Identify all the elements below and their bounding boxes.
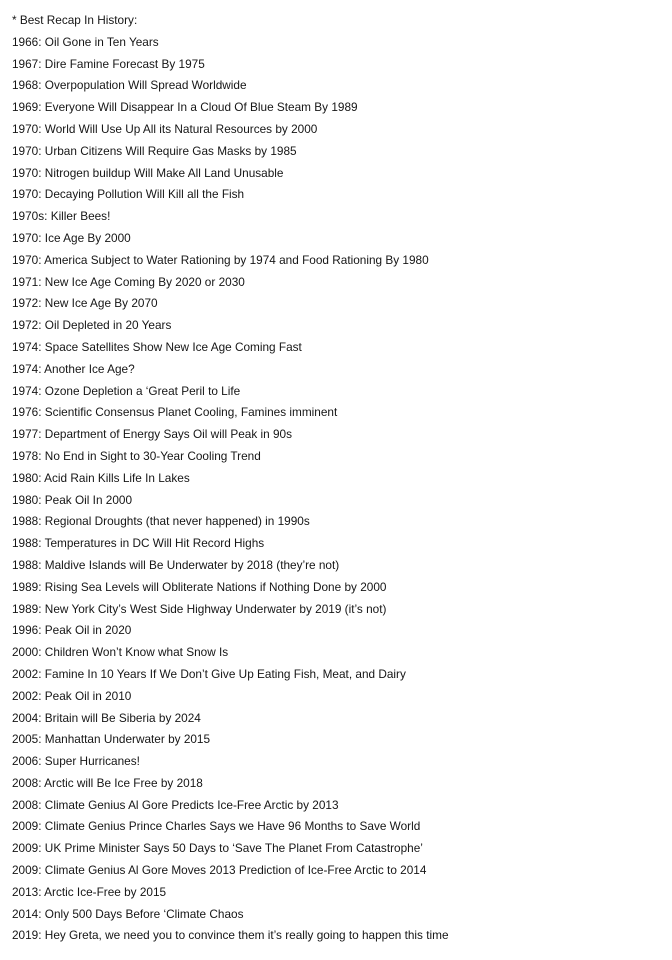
list-item: 1974: Another Ice Age? bbox=[12, 361, 135, 376]
list-item: 1972: Oil Depleted in 20 Years bbox=[12, 318, 172, 333]
list-item: 1988: Maldive Islands will Be Underwater by 2018 (they’re not) bbox=[12, 557, 340, 572]
list-item: 1989: Rising Sea Levels will Obliterate Nations if Nothing Done by 2000 bbox=[12, 579, 387, 594]
list-item: 1980: Peak Oil In 2000 bbox=[12, 492, 133, 507]
recap-list bbox=[12, 32, 672, 947]
list-item: 1970: America Subject to Water Rationing by 1974 and Food Rationing By 1980 bbox=[12, 252, 429, 267]
list-item: 2000: Children Won’t Know what Snow Is bbox=[12, 645, 229, 660]
list-item: 1989: New York City’s West Side Highway Underwater by 2019 (it’s not) bbox=[12, 601, 387, 616]
list-item: 1966: Oil Gone in Ten Years bbox=[12, 34, 159, 49]
list-item: 1970: Urban Citizens Will Require Gas Masks by 1985 bbox=[12, 143, 297, 158]
list-item: 1996: Peak Oil in 2020 bbox=[12, 623, 132, 638]
list-item: 2009: Climate Genius Prince Charles Says we Have 96 Months to Save World bbox=[12, 819, 421, 834]
list-item: 2004: Britain will Be Siberia by 2024 bbox=[12, 710, 201, 725]
list-item: 1970: World Will Use Up All its Natural Resources by 2000 bbox=[12, 121, 318, 136]
list-item: 1974: Ozone Depletion a ‘Great Peril to Life bbox=[12, 383, 241, 398]
list-item: 1972: New Ice Age By 2070 bbox=[12, 296, 158, 311]
list-item: 1970: Ice Age By 2000 bbox=[12, 230, 131, 245]
list-item: 1980: Acid Rain Kills Life In Lakes bbox=[12, 470, 190, 485]
list-item: 2014: Only 500 Days Before ‘Climate Chaos bbox=[12, 906, 244, 921]
list-item: 1988: Temperatures in DC Will Hit Record Highs bbox=[12, 536, 265, 551]
list-item: 2008: Climate Genius Al Gore Predicts Ice-Free Arctic by 2013 bbox=[12, 797, 339, 812]
list-item: 1969: Everyone Will Disappear In a Cloud Of Blue Steam By 1989 bbox=[12, 100, 358, 115]
list-item: 1970: Decaying Pollution Will Kill all the Fish bbox=[12, 187, 245, 202]
list-item: 1978: No End in Sight to 30-Year Cooling Trend bbox=[12, 448, 261, 463]
list-item: 1967: Dire Famine Forecast By 1975 bbox=[12, 56, 205, 71]
list-item: 2013: Arctic Ice-Free by 2015 bbox=[12, 884, 167, 899]
list-item: 2009: Climate Genius Al Gore Moves 2013 Prediction of Ice-Free Arctic to 2014 bbox=[12, 863, 427, 878]
list-item: 1988: Regional Droughts (that never happened) in 1990s bbox=[12, 514, 310, 529]
list-item: 1968: Overpopulation Will Spread Worldwide bbox=[12, 78, 247, 93]
list-item: 1977: Department of Energy Says Oil will Peak in 90s bbox=[12, 427, 292, 442]
list-item: 1976: Scientific Consensus Planet Cooling, Famines imminent bbox=[12, 405, 338, 420]
list-item: 1971: New Ice Age Coming By 2020 or 2030 bbox=[12, 274, 245, 289]
document-title: * Best Recap In History: bbox=[12, 13, 138, 27]
list-item: 1970: Nitrogen buildup Will Make All Land Unusable bbox=[12, 165, 284, 180]
list-item: 2005: Manhattan Underwater by 2015 bbox=[12, 732, 211, 747]
list-item: 2006: Super Hurricanes! bbox=[12, 754, 140, 769]
list-item: 2002: Famine In 10 Years If We Don’t Give Up Eating Fish, Meat, and Dairy bbox=[12, 666, 406, 681]
list-item: 1974: Space Satellites Show New Ice Age Coming Fast bbox=[12, 339, 302, 354]
list-item: 2008: Arctic will Be Ice Free by 2018 bbox=[12, 775, 203, 790]
list-item: 2009: UK Prime Minister Says 50 Days to ‘Save The Planet From Catastrophe’ bbox=[12, 841, 423, 856]
list-item: 2002: Peak Oil in 2010 bbox=[12, 688, 132, 703]
list-item: 1970s: Killer Bees! bbox=[12, 209, 111, 224]
list-item: 2019: Hey Greta, we need you to convince them it’s really going to happen this time bbox=[12, 928, 449, 943]
